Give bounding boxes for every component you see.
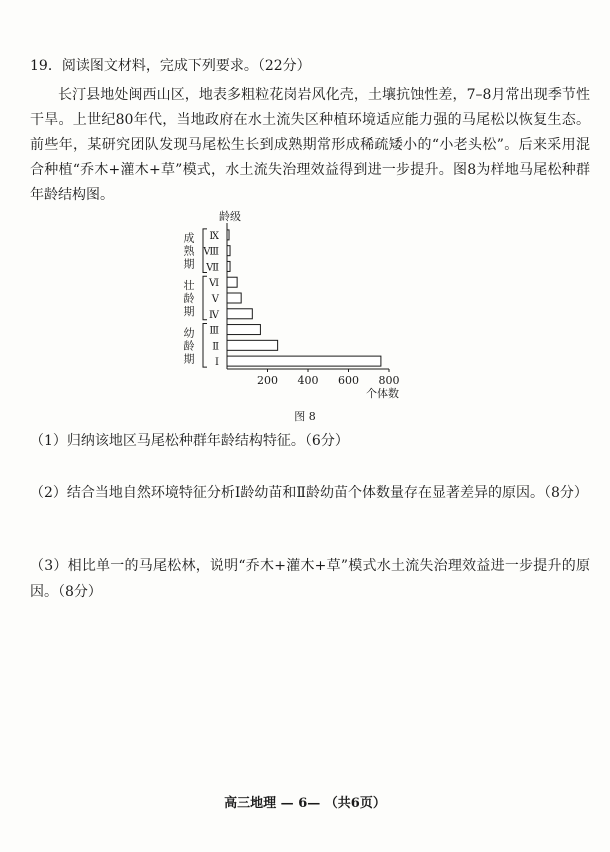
bar (227, 293, 241, 303)
question-passage: 长汀县地处闽西山区，地表多粗粒花岗岩风化壳，土壤抗蚀性差，7–8月常出现季节性干旱。上世纪80年代，当地政府在水土流失区种植环境适应能力强的马尾松以恢复生态。前些年，某研究团队发现马尾松生长到成熟期常形成稀疏矮小的“小老头松”。后来采用混合种植“乔木+灌木+草”模式，水土流失治理效益得到进一步提升。图8为样地马尾松种群年龄结构图。 (30, 87, 590, 203)
bar (227, 230, 229, 240)
subquestion-2: （2）结合当地自然环境特征分析Ⅰ龄幼苗和Ⅱ龄幼苗个体数量存在显著差异的原因。（8分） (30, 485, 588, 501)
category-label: Ⅱ (212, 341, 219, 353)
group-label-char: 成 (183, 231, 195, 245)
bar (227, 277, 237, 287)
category-label: Ⅳ (209, 309, 219, 321)
category-label: Ⅴ (211, 294, 219, 305)
group-label-char: 龄 (183, 292, 195, 305)
group-label-char: 熟 (183, 244, 195, 258)
figure-caption: 图 8 (294, 410, 316, 423)
subquestion-3: （3）相比单一的马尾松林，说明“乔木+灌木+草”模式水土流失治理效益进一步提升的原因。（8分） (30, 558, 590, 600)
group-label-char: 期 (183, 257, 195, 271)
age-structure-chart (175, 205, 415, 405)
category-label: Ⅵ (208, 278, 219, 290)
group-bracket (203, 276, 207, 320)
group-label-char: 壮 (183, 279, 195, 292)
category-label: Ⅸ (209, 230, 219, 242)
bar (227, 325, 260, 335)
bar (227, 356, 381, 366)
group-label-char: 龄 (183, 339, 195, 353)
x-tick-label: 400 (297, 374, 319, 387)
bar (227, 261, 230, 271)
category-label: Ⅷ (203, 246, 219, 258)
category-label: Ⅶ (206, 262, 219, 274)
group-label-char: 期 (183, 352, 195, 366)
group-bracket (203, 324, 207, 368)
bar (227, 246, 230, 256)
category-label: Ⅲ (209, 325, 219, 337)
group-label-char: 期 (183, 305, 195, 318)
y-axis-label: 龄级 (219, 210, 241, 223)
question-header: 19．阅读图文材料，完成下列要求。（22分） (30, 58, 311, 74)
bar (227, 340, 278, 350)
subquestion-1: （1）归纳该地区马尾松种群年龄结构特征。（6分） (30, 433, 349, 449)
x-tick-label: 600 (338, 374, 359, 387)
group-label-char: 幼 (183, 326, 195, 340)
page-footer: 高三地理 — 6— （共6页） (224, 796, 386, 811)
x-tick-label: 800 (378, 374, 400, 387)
x-axis-label: 个体数 (366, 387, 399, 400)
x-tick-label: 200 (257, 374, 278, 387)
bar (227, 309, 252, 319)
category-label: Ⅰ (215, 357, 219, 369)
